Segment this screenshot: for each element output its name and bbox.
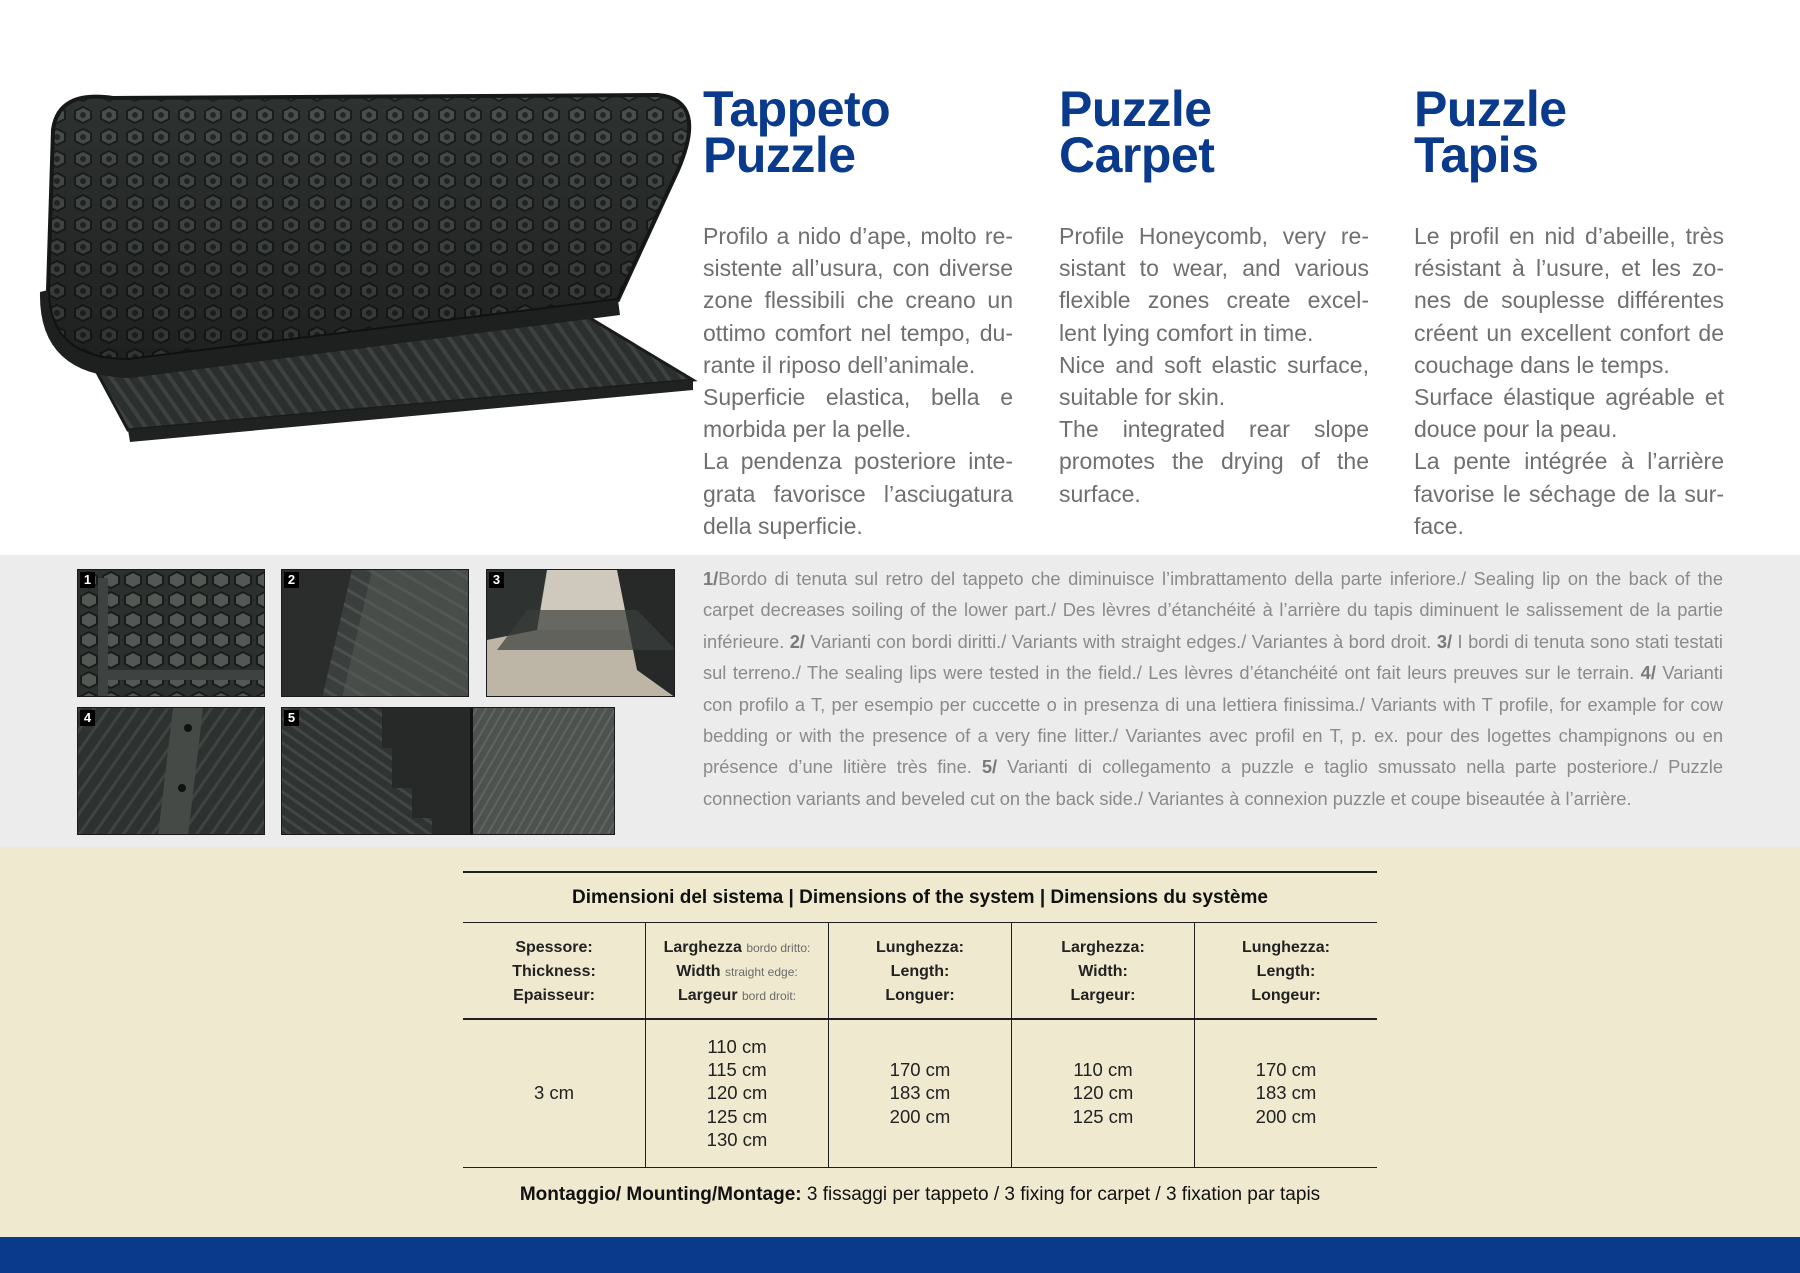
table-cell: 170 cm bbox=[889, 1059, 951, 1081]
detail-photo-4 bbox=[77, 707, 265, 835]
column-french bbox=[1414, 81, 1724, 542]
table-cell: 200 cm bbox=[889, 1105, 951, 1127]
paragraph: The integrated rear slope promotes the drying of the surface. bbox=[1059, 416, 1369, 507]
table-cell: 110 cm bbox=[1073, 1059, 1133, 1081]
thumbnail-number: 1 bbox=[80, 572, 95, 588]
caption-text: Bordo di tenuta sul retro del tappeto che diminuisce l’imbrattamento della parte inferiore./ Sealing lip on the back of the carpet decreases soiling of the lower part./ Des lèvres d’étanchéité à l’arrière du tapis diminuent le salissement de la partie inférieure. bbox=[703, 568, 1723, 652]
thumbnail-number: 2 bbox=[284, 572, 299, 588]
header-thickness: Spessore: Thickness: Epaisseur: bbox=[512, 939, 596, 1004]
paragraph: Nice and soft elastic surface, suitable for skin. bbox=[1059, 351, 1369, 411]
table-cell: 125 cm bbox=[1072, 1105, 1134, 1127]
caption-number: 5/ bbox=[981, 756, 998, 778]
table-cell: 120 cm bbox=[706, 1082, 768, 1104]
mounting-text: 3 fissaggi per tappeto / 3 fixing for carpet / 3 fixation par tapis bbox=[801, 1184, 1321, 1205]
header-width: Larghezza: Width: Largeur: bbox=[1011, 923, 1194, 1018]
table-values-row bbox=[463, 1020, 1377, 1167]
table-cell: 3 cm bbox=[533, 1082, 575, 1104]
description-italian bbox=[703, 220, 1013, 542]
description-english bbox=[1059, 220, 1369, 510]
detail-captions bbox=[703, 563, 1723, 814]
rubber-mat-image bbox=[18, 60, 698, 450]
table-cell: 115 cm bbox=[707, 1059, 767, 1081]
caption-number: 1/ bbox=[703, 568, 719, 589]
values-length bbox=[828, 1020, 1011, 1167]
title-italian: Tappeto Puzzle bbox=[703, 81, 891, 183]
paragraph: Superficie elastica, bella e morbida per la pelle. bbox=[703, 384, 1013, 443]
description-french bbox=[1414, 220, 1724, 542]
detail-photo-1 bbox=[77, 569, 265, 697]
header-length: Lunghezza: Length: Longuer: bbox=[828, 923, 1011, 1018]
paragraph: Profilo a nido d’ape, molto re-sistente all’usura, con diverse zone flessibili che creano un ottimo comfort nel tempo, du-rante il riposo dell’animale. bbox=[703, 223, 1013, 378]
header-width-straight-edge: Larghezza bordo dritto: Width straight edge: Largeur bord droit: bbox=[645, 923, 828, 1018]
values-width-straight-edge bbox=[645, 1020, 828, 1167]
table-cell: 170 cm bbox=[1255, 1059, 1317, 1081]
paragraph: Le profil en nid d’abeille, très résistant à l’usure, et les zo-nes de souplesse différentes créent un excellent confort de couchage dans le temps. bbox=[1414, 223, 1724, 378]
paragraph: La pente intégrée à l’arrière favorise le séchage de la sur-face. bbox=[1414, 448, 1724, 539]
values-width bbox=[1011, 1020, 1194, 1167]
footer-bar bbox=[0, 1237, 1800, 1273]
title-french: Puzzle Tapis bbox=[1414, 81, 1567, 183]
values-thickness bbox=[463, 1020, 645, 1167]
caption-text: Varianti con bordi diritti./ Variants with straight edges./ Variantes à bord droit. bbox=[805, 630, 1437, 652]
column-english bbox=[1059, 81, 1369, 510]
table-cell: 110 cm bbox=[707, 1035, 767, 1057]
paragraph: Profile Honeycomb, very re-sistant to wear, and various flexible zones create excel-lent lying comfort in time. bbox=[1059, 223, 1369, 346]
caption-text: Varianti con profilo a T, per esempio per cuccette o in presenza di una lettiera finissima./ Variants with T profile, for example for cow bedding or with the presence of a very fine litter./ Variantes avec profil en T, p. ex. pour des logettes champignons ou en présence d’une litière très fine. bbox=[703, 662, 1723, 778]
table-cell: 125 cm bbox=[706, 1105, 768, 1127]
thumbnail-number: 3 bbox=[489, 572, 504, 588]
column-italian bbox=[703, 81, 1013, 542]
thumbnail-number: 5 bbox=[284, 710, 299, 726]
caption-number: 2/ bbox=[789, 630, 805, 652]
table-cell: 130 cm bbox=[706, 1128, 768, 1150]
mounting-info bbox=[463, 1184, 1377, 1206]
table-cell: 183 cm bbox=[1255, 1082, 1317, 1104]
caption-number: 4/ bbox=[1640, 662, 1656, 684]
dimensions-table bbox=[463, 871, 1377, 1168]
detail-photo-2 bbox=[281, 569, 469, 697]
mounting-label: Montaggio/ Mounting/Montage: bbox=[519, 1184, 802, 1205]
detail-photo-5 bbox=[281, 707, 615, 835]
caption-text: I bordi di tenuta sono stati testati sul terreno./ The sealing lips were tested in the field./ Les lèvres d’étanchéité ont fait leurs preuves sur le terrain. bbox=[703, 630, 1723, 684]
paragraph: Surface élastique agréable et douce pour la peau. bbox=[1414, 384, 1724, 443]
title-english: Puzzle Carpet bbox=[1059, 81, 1215, 183]
thumbnail-number: 4 bbox=[80, 710, 95, 726]
table-title: Dimensioni del sistema | Dimensions of the system | Dimensions du système bbox=[572, 886, 1268, 908]
paragraph: La pendenza posteriore inte-grata favorisce l’asciugatura della superficie. bbox=[703, 448, 1013, 539]
caption-text: Varianti di collegamento a puzzle e taglio smussato nella parte posteriore./ Puzzle connection variants and beveled cut on the back side./ Variantes à connexion puzzle et coupe biseautée à l’arrière. bbox=[703, 756, 1724, 809]
detail-photo-3 bbox=[486, 569, 675, 697]
table-cell: 200 cm bbox=[1255, 1105, 1317, 1127]
table-header-row bbox=[463, 923, 1377, 1018]
table-cell: 183 cm bbox=[889, 1082, 951, 1104]
caption-number: 3/ bbox=[1436, 630, 1453, 652]
values-length bbox=[1194, 1020, 1377, 1167]
header-length: Lunghezza: Length: Longeur: bbox=[1194, 923, 1377, 1018]
table-cell: 120 cm bbox=[1072, 1082, 1134, 1104]
